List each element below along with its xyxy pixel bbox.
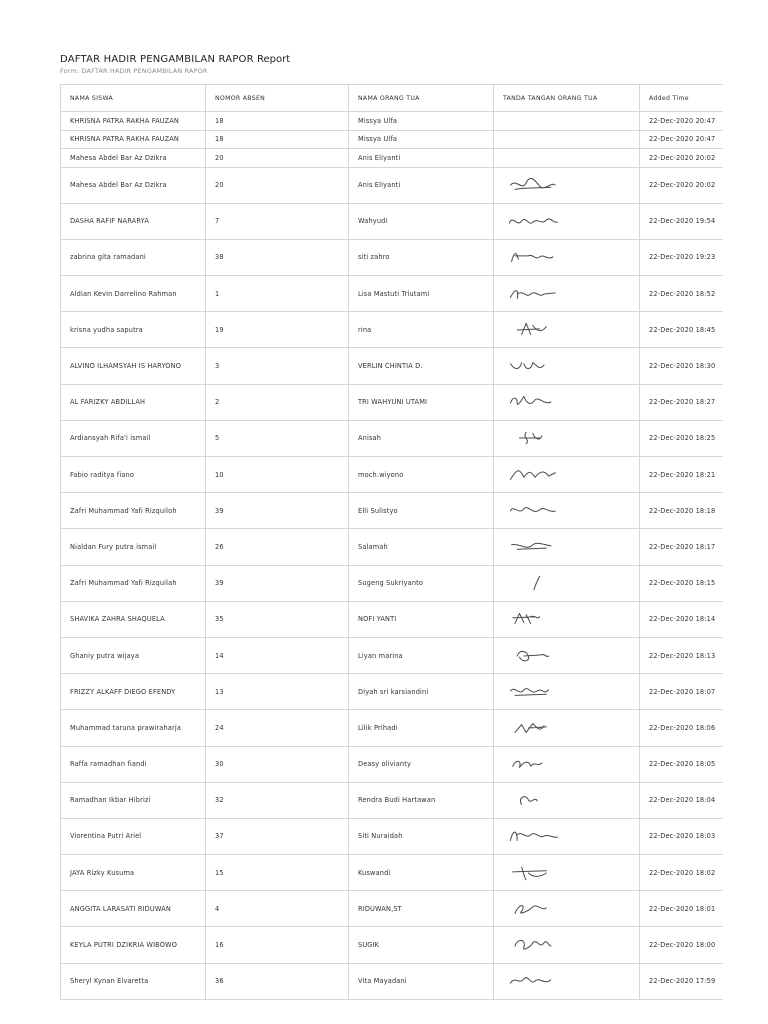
cell-added-time: 22-Dec-2020 18:05 xyxy=(640,746,724,782)
signature-image xyxy=(506,827,562,845)
table-row[interactable] xyxy=(61,239,724,275)
cell-nomor-absen: 7 xyxy=(206,203,349,239)
report-table xyxy=(60,84,723,1000)
cell-added-time: 22-Dec-2020 18:27 xyxy=(640,384,724,420)
cell-nama-orang-tua: RIDUWAN,ST xyxy=(349,891,494,927)
report-table-container[interactable] xyxy=(60,84,723,1010)
cell-nomor-absen: 39 xyxy=(206,565,349,601)
cell-nama-siswa: Sheryl Kynan Elvaretta xyxy=(61,963,206,999)
report-title-suffix: Report xyxy=(256,54,291,65)
table-row[interactable] xyxy=(61,312,724,348)
cell-added-time: 22-Dec-2020 18:15 xyxy=(640,565,724,601)
signature-image xyxy=(506,683,562,701)
cell-tanda-tangan xyxy=(494,420,640,456)
cell-added-time: 22-Dec-2020 19:23 xyxy=(640,239,724,275)
cell-nama-orang-tua: Salamah xyxy=(349,529,494,565)
report-title-main: DAFTAR HADIR PENGAMBILAN RAPOR xyxy=(60,54,254,65)
cell-nomor-absen: 18 xyxy=(206,130,349,149)
signature-image xyxy=(506,248,562,266)
table-row[interactable] xyxy=(61,276,724,312)
cell-tanda-tangan xyxy=(494,149,640,168)
cell-added-time: 22-Dec-2020 18:25 xyxy=(640,420,724,456)
cell-nomor-absen: 20 xyxy=(206,149,349,168)
header-nomor-absen[interactable]: NOMOR ABSEN xyxy=(206,85,349,112)
cell-nama-siswa: KHRISNA PATRA RAKHA FAUZAN xyxy=(61,112,206,131)
table-row[interactable] xyxy=(61,710,724,746)
header-nama-siswa[interactable]: NAMA SISWA xyxy=(61,85,206,112)
cell-nama-orang-tua: Vita Mayadani xyxy=(349,963,494,999)
cell-tanda-tangan xyxy=(494,601,640,637)
cell-tanda-tangan xyxy=(494,112,640,131)
signature-image xyxy=(506,900,562,918)
cell-tanda-tangan xyxy=(494,855,640,891)
cell-tanda-tangan xyxy=(494,457,640,493)
cell-nama-siswa: Mahesa Abdel Bar Az Dzikra xyxy=(61,149,206,168)
cell-nomor-absen: 24 xyxy=(206,710,349,746)
signature-image xyxy=(506,936,562,954)
cell-tanda-tangan xyxy=(494,529,640,565)
cell-nomor-absen: 1 xyxy=(206,276,349,312)
table-row[interactable] xyxy=(61,782,724,818)
cell-nomor-absen: 14 xyxy=(206,637,349,673)
report-form-line xyxy=(60,67,208,75)
cell-added-time: 22-Dec-2020 19:54 xyxy=(640,203,724,239)
table-row[interactable] xyxy=(61,963,724,999)
signature-image xyxy=(506,864,562,882)
signature-image xyxy=(506,755,562,773)
cell-tanda-tangan xyxy=(494,167,640,203)
signature-image xyxy=(506,538,562,556)
cell-nama-orang-tua: Liyan marina xyxy=(349,637,494,673)
cell-nomor-absen: 39 xyxy=(206,493,349,529)
cell-nama-orang-tua: Siti Nuraidah xyxy=(349,818,494,854)
cell-nomor-absen: 15 xyxy=(206,855,349,891)
signature-image xyxy=(506,393,562,411)
cell-nama-siswa: KHRISNA PATRA RAKHA FAUZAN xyxy=(61,130,206,149)
table-row[interactable] xyxy=(61,601,724,637)
cell-nama-orang-tua: NOFI YANTI xyxy=(349,601,494,637)
cell-tanda-tangan xyxy=(494,674,640,710)
cell-nama-siswa: FRIZZY ALKAFF DIEGO EFENDY xyxy=(61,674,206,710)
cell-nomor-absen: 37 xyxy=(206,818,349,854)
header-added-time[interactable]: Added Time xyxy=(640,85,724,112)
signature-image xyxy=(506,647,562,665)
signature-image xyxy=(506,321,562,339)
cell-nomor-absen: 35 xyxy=(206,601,349,637)
table-row[interactable] xyxy=(61,746,724,782)
table-row[interactable] xyxy=(61,674,724,710)
cell-tanda-tangan xyxy=(494,348,640,384)
table-row[interactable] xyxy=(61,112,724,131)
table-row[interactable] xyxy=(61,855,724,891)
cell-nama-orang-tua: Lilik Prihadi xyxy=(349,710,494,746)
table-row[interactable] xyxy=(61,818,724,854)
cell-nama-orang-tua: Sugeng Sukriyanto xyxy=(349,565,494,601)
cell-tanda-tangan xyxy=(494,565,640,601)
table-row[interactable] xyxy=(61,149,724,168)
cell-added-time: 22-Dec-2020 18:00 xyxy=(640,927,724,963)
cell-tanda-tangan xyxy=(494,493,640,529)
form-label: Form: xyxy=(60,67,80,75)
header-nama-orang-tua[interactable]: NAMA ORANG TUA xyxy=(349,85,494,112)
cell-nomor-absen: 36 xyxy=(206,963,349,999)
cell-tanda-tangan xyxy=(494,927,640,963)
table-row[interactable] xyxy=(61,529,724,565)
signature-image xyxy=(506,466,562,484)
cell-added-time: 22-Dec-2020 20:47 xyxy=(640,130,724,149)
table-row[interactable] xyxy=(61,420,724,456)
cell-nama-siswa: KEYLA PUTRI DZIKRIA WIBOWO xyxy=(61,927,206,963)
signature-image xyxy=(506,212,562,230)
cell-tanda-tangan xyxy=(494,710,640,746)
cell-nama-siswa: Fabio raditya fiano xyxy=(61,457,206,493)
cell-nomor-absen: 38 xyxy=(206,239,349,275)
cell-added-time: 22-Dec-2020 18:21 xyxy=(640,457,724,493)
cell-added-time: 22-Dec-2020 18:30 xyxy=(640,348,724,384)
cell-tanda-tangan xyxy=(494,384,640,420)
cell-nomor-absen: 32 xyxy=(206,782,349,818)
table-row[interactable] xyxy=(61,637,724,673)
table-row[interactable] xyxy=(61,927,724,963)
cell-nomor-absen: 26 xyxy=(206,529,349,565)
table-row[interactable] xyxy=(61,167,724,203)
cell-nomor-absen: 13 xyxy=(206,674,349,710)
cell-nama-orang-tua: Diyah sri karsiandini xyxy=(349,674,494,710)
cell-tanda-tangan xyxy=(494,637,640,673)
cell-added-time: 22-Dec-2020 18:45 xyxy=(640,312,724,348)
cell-nama-siswa: JAYA Rizky Kusuma xyxy=(61,855,206,891)
cell-added-time: 22-Dec-2020 18:06 xyxy=(640,710,724,746)
table-row[interactable] xyxy=(61,457,724,493)
cell-tanda-tangan xyxy=(494,276,640,312)
table-row[interactable] xyxy=(61,348,724,384)
cell-nama-orang-tua: moch.wiyono xyxy=(349,457,494,493)
cell-added-time: 22-Dec-2020 18:02 xyxy=(640,855,724,891)
cell-nomor-absen: 3 xyxy=(206,348,349,384)
cell-nama-siswa: AL FARIZKY ABDILLAH xyxy=(61,384,206,420)
cell-nama-orang-tua: Missya Ulfa xyxy=(349,112,494,131)
cell-nama-orang-tua: Rendra Budi Hartawan xyxy=(349,782,494,818)
cell-nama-siswa: Aldian Kevin Darrelino Rahman xyxy=(61,276,206,312)
cell-tanda-tangan xyxy=(494,239,640,275)
signature-image xyxy=(506,357,562,375)
cell-nama-orang-tua: VERLIN CHINTIA D. xyxy=(349,348,494,384)
signature-image xyxy=(506,429,562,447)
cell-added-time: 22-Dec-2020 18:01 xyxy=(640,891,724,927)
cell-nama-siswa: DASHA RAFIF NARARYA xyxy=(61,203,206,239)
cell-nomor-absen: 18 xyxy=(206,112,349,131)
cell-nama-siswa: Mahesa Abdel Bar Az Dzikra xyxy=(61,167,206,203)
cell-tanda-tangan xyxy=(494,746,640,782)
cell-nama-orang-tua: SUGIK xyxy=(349,927,494,963)
cell-nama-orang-tua: Anisah xyxy=(349,420,494,456)
cell-added-time: 22-Dec-2020 18:52 xyxy=(640,276,724,312)
cell-added-time: 22-Dec-2020 20:47 xyxy=(640,112,724,131)
table-row[interactable] xyxy=(61,891,724,927)
signature-image xyxy=(506,610,562,628)
cell-nama-orang-tua: TRI WAHYUNI UTAMI xyxy=(349,384,494,420)
cell-nomor-absen: 30 xyxy=(206,746,349,782)
cell-nomor-absen: 20 xyxy=(206,167,349,203)
cell-added-time: 22-Dec-2020 18:14 xyxy=(640,601,724,637)
cell-nomor-absen: 4 xyxy=(206,891,349,927)
cell-nama-orang-tua: siti zahro xyxy=(349,239,494,275)
table-row[interactable] xyxy=(61,565,724,601)
cell-nama-orang-tua: rina xyxy=(349,312,494,348)
cell-nama-orang-tua: Anis Eliyanti xyxy=(349,149,494,168)
header-tanda-tangan[interactable]: TANDA TANGAN ORANG TUA xyxy=(494,85,640,112)
cell-added-time: 22-Dec-2020 18:03 xyxy=(640,818,724,854)
cell-nama-orang-tua: Lisa Mastuti Triutami xyxy=(349,276,494,312)
signature-image xyxy=(506,574,562,592)
cell-nama-siswa: Ghaniy putra wijaya xyxy=(61,637,206,673)
cell-added-time: 22-Dec-2020 18:18 xyxy=(640,493,724,529)
cell-tanda-tangan xyxy=(494,891,640,927)
cell-nama-orang-tua: Missya Ulfa xyxy=(349,130,494,149)
cell-nama-siswa: Zafri Muhammad Yafi Rizquilah xyxy=(61,565,206,601)
cell-added-time: 22-Dec-2020 20:02 xyxy=(640,167,724,203)
cell-nama-orang-tua: Elli Sulistyo xyxy=(349,493,494,529)
cell-tanda-tangan xyxy=(494,963,640,999)
cell-nomor-absen: 19 xyxy=(206,312,349,348)
cell-tanda-tangan xyxy=(494,203,640,239)
report-title xyxy=(60,54,290,65)
cell-nomor-absen: 5 xyxy=(206,420,349,456)
cell-added-time: 22-Dec-2020 17:59 xyxy=(640,963,724,999)
table-body xyxy=(61,112,724,1000)
cell-tanda-tangan xyxy=(494,312,640,348)
cell-nama-siswa: SHAVIKA ZAHRA SHAQUELA xyxy=(61,601,206,637)
signature-image xyxy=(506,719,562,737)
cell-nomor-absen: 10 xyxy=(206,457,349,493)
cell-tanda-tangan xyxy=(494,818,640,854)
table-row[interactable] xyxy=(61,130,724,149)
cell-tanda-tangan xyxy=(494,782,640,818)
cell-added-time: 22-Dec-2020 18:07 xyxy=(640,674,724,710)
table-header-row xyxy=(61,85,724,112)
cell-nama-siswa: Ardiansyah Rifa'i ismail xyxy=(61,420,206,456)
cell-nama-siswa: ALVINO ILHAMSYAH IS HARYONO xyxy=(61,348,206,384)
cell-nama-siswa: Viorentina Putri Ariel xyxy=(61,818,206,854)
signature-image xyxy=(506,285,562,303)
cell-added-time: 22-Dec-2020 20:02 xyxy=(640,149,724,168)
cell-nama-orang-tua: Deasy olivianty xyxy=(349,746,494,782)
cell-nama-siswa: Raffa ramadhan fiandi xyxy=(61,746,206,782)
cell-nama-siswa: ANGGITA LARASATI RIDUWAN xyxy=(61,891,206,927)
cell-nomor-absen: 2 xyxy=(206,384,349,420)
cell-nama-siswa: Zafri Muhammad Yafi Rizquiloh xyxy=(61,493,206,529)
cell-added-time: 22-Dec-2020 18:04 xyxy=(640,782,724,818)
cell-nama-siswa: Ramadhan Ikbar Hibrizi xyxy=(61,782,206,818)
cell-nama-siswa: Nialdan Fury putra ismail xyxy=(61,529,206,565)
cell-nama-siswa: Muhammad taruna prawiraharja xyxy=(61,710,206,746)
table-row[interactable] xyxy=(61,384,724,420)
cell-added-time: 22-Dec-2020 18:13 xyxy=(640,637,724,673)
table-row[interactable] xyxy=(61,493,724,529)
cell-added-time: 22-Dec-2020 18:17 xyxy=(640,529,724,565)
cell-nomor-absen: 16 xyxy=(206,927,349,963)
cell-nama-orang-tua: Kuswandi xyxy=(349,855,494,891)
cell-tanda-tangan xyxy=(494,130,640,149)
cell-nama-siswa: zabrina gita ramadani xyxy=(61,239,206,275)
cell-nama-orang-tua: Anis Eliyanti xyxy=(349,167,494,203)
signature-image xyxy=(506,176,562,194)
form-name: DAFTAR HADIR PENGAMBILAN RAPOR xyxy=(81,67,208,75)
cell-nama-orang-tua: Wahyudi xyxy=(349,203,494,239)
table-row[interactable] xyxy=(61,203,724,239)
signature-image xyxy=(506,972,562,990)
signature-image xyxy=(506,502,562,520)
signature-image xyxy=(506,791,562,809)
cell-nama-siswa: krisna yudha saputra xyxy=(61,312,206,348)
